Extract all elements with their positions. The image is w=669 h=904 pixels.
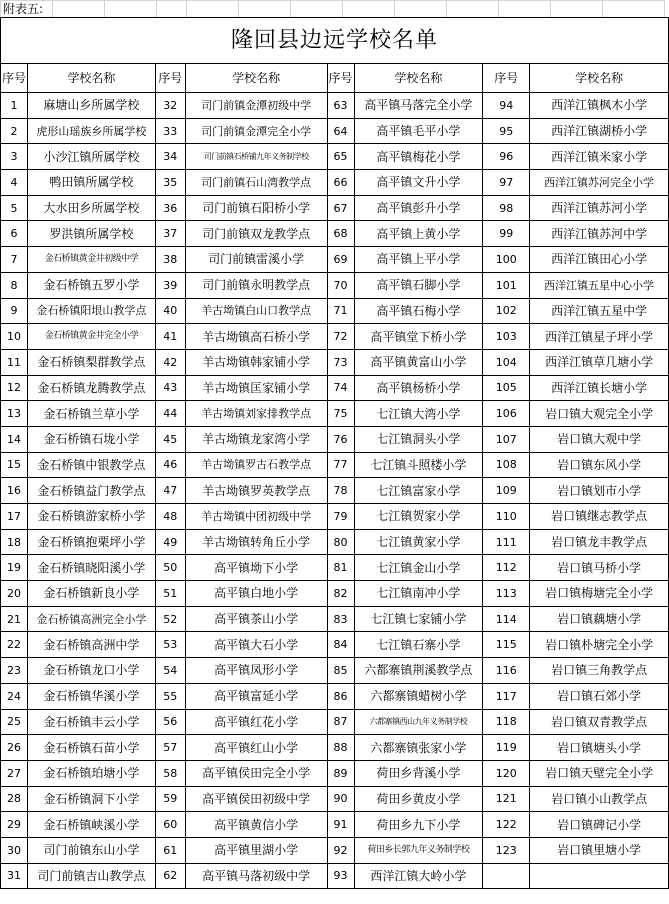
cell-seq-1[interactable]: 5 [1,195,28,221]
cell-seq-3[interactable]: 66 [327,170,354,196]
cell-seq-4[interactable]: 100 [483,247,530,273]
cell-seq-2[interactable]: 51 [155,581,185,607]
cell-school-1[interactable]: 金石桥镇华溪小学 [27,683,155,709]
table-row [1,298,669,324]
cell-seq-2[interactable]: 57 [155,735,185,761]
cell-school-4[interactable]: 岩口镇继志教学点 [530,504,669,530]
cell-seq-3[interactable]: 91 [327,812,354,838]
cell-seq-1[interactable]: 2 [1,118,28,144]
cell-seq-2[interactable]: 47 [155,478,185,504]
cell-school-1[interactable]: 金石桥镇峡溪小学 [27,812,155,838]
cell-seq-1[interactable]: 29 [1,812,28,838]
cell-seq-2[interactable]: 43 [155,375,185,401]
cell-school-2[interactable]: 羊古坳镇韩家铺小学 [185,349,327,375]
cell-school-2[interactable]: 高平镇侯田初级中学 [185,786,327,812]
cell-school-3[interactable]: 西洋江镇大岭小学 [354,863,483,889]
cell-seq-4[interactable]: 113 [483,581,530,607]
cell-seq-1[interactable]: 26 [1,735,28,761]
cell-seq-1[interactable]: 19 [1,555,28,581]
table-row [1,632,669,658]
cell-school-1[interactable]: 鸭田镇所属学校 [27,170,155,196]
cell-seq-1[interactable]: 15 [1,452,28,478]
cell-school-3[interactable]: 高平镇杨桥小学 [354,375,483,401]
cell-school-2[interactable]: 司门前镇石山湾教学点 [185,170,327,196]
cell-school-4[interactable]: 岩口镇天壁完全小学 [530,760,669,786]
table-row [1,118,669,144]
cell-school-1[interactable]: 金石桥镇石苗小学 [27,735,155,761]
cell-school-2[interactable]: 羊古坳镇龙家湾小学 [185,426,327,452]
cell-seq-1[interactable]: 31 [1,863,28,889]
cell-seq-2[interactable]: 38 [155,247,185,273]
col-header-school-4[interactable]: 学校名称 [530,64,669,93]
cell-school-1[interactable]: 大水田乡所属学校 [27,195,155,221]
cell-school-2[interactable]: 高平镇马落初级中学 [185,863,327,889]
cell-school-3[interactable]: 高平镇黄富山小学 [354,349,483,375]
school-table [0,17,669,889]
cell-seq-2[interactable]: 41 [155,324,185,350]
cell-school-2[interactable]: 羊古坳镇刘家排教学点 [185,401,327,427]
cell-seq-4[interactable]: 94 [483,93,530,119]
cell-seq-1[interactable]: 3 [1,144,28,170]
cell-seq-3[interactable]: 83 [327,606,354,632]
cell-school-3[interactable]: 七江镇富家小学 [354,478,483,504]
cell-seq-1[interactable]: 7 [1,247,28,273]
cell-school-1[interactable]: 金石桥镇黄金井初级中学 [27,247,155,273]
cell-school-2[interactable]: 司门前镇雷溪小学 [185,247,327,273]
cell-school-3[interactable]: 七江镇洞头小学 [354,426,483,452]
cell-school-4[interactable]: 岩口镇双青教学点 [530,709,669,735]
table-row [1,812,669,838]
cell-school-3[interactable]: 高平镇毛平小学 [354,118,483,144]
cell-seq-3[interactable]: 92 [327,837,354,863]
cell-school-3[interactable]: 六都寨镇张家小学 [354,735,483,761]
table-row [1,221,669,247]
cell-seq-1[interactable]: 8 [1,272,28,298]
cell-seq-4[interactable] [483,863,530,889]
cell-seq-3[interactable]: 79 [327,504,354,530]
cell-school-1[interactable]: 司门前镇吉山教学点 [27,863,155,889]
cell-seq-2[interactable]: 62 [155,863,185,889]
cell-school-4[interactable]: 岩口镇朴塘完全小学 [530,632,669,658]
cell-school-4[interactable]: 岩口镇三角教学点 [530,658,669,684]
cell-school-4[interactable]: 岩口镇马桥小学 [530,555,669,581]
cell-school-4[interactable]: 岩口镇东风小学 [530,452,669,478]
cell-seq-4[interactable]: 98 [483,195,530,221]
cell-school-2[interactable]: 高平镇红山小学 [185,735,327,761]
cell-school-2[interactable]: 司门前镇石桥铺九年义务制学校 [185,144,327,170]
cell-school-1[interactable]: 麻塘山乡所属学校 [27,93,155,119]
cell-seq-4[interactable]: 118 [483,709,530,735]
table-row [1,426,669,452]
cell-school-2[interactable]: 司门前镇双龙教学点 [185,221,327,247]
table-row [1,863,669,889]
cell-school-2[interactable]: 高平镇黄信小学 [185,812,327,838]
cell-seq-3[interactable]: 78 [327,478,354,504]
cell-seq-4[interactable]: 99 [483,221,530,247]
cell-school-4[interactable]: 西洋江镇苏河中学 [530,221,669,247]
cell-seq-3[interactable]: 88 [327,735,354,761]
cell-seq-1[interactable]: 13 [1,401,28,427]
cell-school-1[interactable]: 金石桥镇晓阳溪小学 [27,555,155,581]
cell-seq-2[interactable]: 34 [155,144,185,170]
cell-school-3[interactable]: 七江镇大湾小学 [354,401,483,427]
cell-school-2[interactable]: 羊古坳镇罗英教学点 [185,478,327,504]
cell-school-4[interactable]: 西洋江镇米家小学 [530,144,669,170]
cell-seq-2[interactable]: 61 [155,837,185,863]
page-title[interactable]: 隆回县边远学校名单 [1,18,669,64]
cell-seq-1[interactable]: 18 [1,529,28,555]
cell-seq-4[interactable]: 114 [483,606,530,632]
cell-school-1[interactable]: 金石桥镇高洲中学 [27,632,155,658]
cell-school-1[interactable]: 金石桥镇龙口小学 [27,658,155,684]
cell-school-2[interactable]: 羊古坳镇白山口教学点 [185,298,327,324]
table-row [1,837,669,863]
cell-seq-1[interactable]: 4 [1,170,28,196]
cell-school-2[interactable]: 司门前镇石阳桥小学 [185,195,327,221]
cell-school-2[interactable]: 司门前镇金潭完全小学 [185,118,327,144]
cell-school-1[interactable]: 金石桥镇兰草小学 [27,401,155,427]
cell-school-1[interactable]: 金石桥镇高洲完全小学 [27,606,155,632]
cell-school-1[interactable]: 金石桥镇游家桥小学 [27,504,155,530]
cell-seq-3[interactable]: 82 [327,581,354,607]
cell-seq-1[interactable]: 11 [1,349,28,375]
cell-seq-3[interactable]: 64 [327,118,354,144]
cell-school-4[interactable]: 西洋江镇苏河小学 [530,195,669,221]
table-row [1,709,669,735]
col-header-seq-1[interactable]: 序号 [1,64,28,93]
cell-school-3[interactable]: 高平镇石脚小学 [354,272,483,298]
cell-school-3[interactable]: 七江镇贺家小学 [354,504,483,530]
table-row [1,93,669,119]
cell-seq-3[interactable]: 68 [327,221,354,247]
cell-seq-4[interactable]: 97 [483,170,530,196]
cell-seq-4[interactable]: 117 [483,683,530,709]
cell-seq-2[interactable]: 58 [155,760,185,786]
cell-seq-3[interactable]: 74 [327,375,354,401]
cell-school-4[interactable]: 岩口镇梅塘完全小学 [530,581,669,607]
table-row [1,375,669,401]
cell-seq-2[interactable]: 52 [155,606,185,632]
cell-seq-4[interactable]: 104 [483,349,530,375]
table-row [1,786,669,812]
cell-school-4[interactable] [530,863,669,889]
cell-seq-1[interactable]: 24 [1,683,28,709]
cell-seq-3[interactable]: 80 [327,529,354,555]
cell-seq-2[interactable]: 44 [155,401,185,427]
cell-seq-2[interactable]: 32 [155,93,185,119]
cell-seq-1[interactable]: 1 [1,93,28,119]
table-row [1,683,669,709]
cell-school-4[interactable]: 岩口镇龙丰教学点 [530,529,669,555]
cell-seq-1[interactable]: 12 [1,375,28,401]
cell-seq-4[interactable]: 95 [483,118,530,144]
table-row [1,478,669,504]
cell-seq-3[interactable]: 65 [327,144,354,170]
cell-school-3[interactable]: 七江镇斗照楼小学 [354,452,483,478]
cell-seq-2[interactable]: 40 [155,298,185,324]
cell-seq-4[interactable]: 105 [483,375,530,401]
cell-school-3[interactable]: 七江镇南冲小学 [354,581,483,607]
cell-school-1[interactable]: 金石桥镇黄金井完全小学 [27,324,155,350]
cell-school-1[interactable]: 金石桥镇新良小学 [27,581,155,607]
cell-school-4[interactable]: 西洋江镇星子坪小学 [530,324,669,350]
cell-school-2[interactable]: 羊古坳镇中团初级中学 [185,504,327,530]
cell-seq-2[interactable]: 50 [155,555,185,581]
cell-seq-4[interactable]: 103 [483,324,530,350]
cell-school-1[interactable]: 金石桥镇石垅小学 [27,426,155,452]
cell-school-4[interactable]: 西洋江镇草几塘小学 [530,349,669,375]
cell-seq-2[interactable]: 46 [155,452,185,478]
cell-seq-4[interactable]: 116 [483,658,530,684]
cell-seq-3[interactable]: 70 [327,272,354,298]
cell-seq-1[interactable]: 22 [1,632,28,658]
col-header-school-3[interactable]: 学校名称 [354,64,483,93]
cell-school-4[interactable]: 西洋江镇五星中心小学 [530,272,669,298]
cell-seq-3[interactable]: 84 [327,632,354,658]
cell-school-1[interactable]: 小沙江镇所属学校 [27,144,155,170]
cell-school-4[interactable]: 岩口镇藕塘小学 [530,606,669,632]
cell-school-1[interactable]: 罗洪镇所属学校 [27,221,155,247]
cell-seq-2[interactable]: 36 [155,195,185,221]
cell-school-3[interactable]: 荷田乡长郭九年义务制学校 [354,837,483,863]
cell-seq-4[interactable]: 102 [483,298,530,324]
cell-school-4[interactable]: 西洋江镇湖桥小学 [530,118,669,144]
cell-school-3[interactable]: 七江镇金山小学 [354,555,483,581]
cell-school-3[interactable]: 高平镇石梅小学 [354,298,483,324]
cell-seq-1[interactable]: 30 [1,837,28,863]
cell-seq-2[interactable]: 55 [155,683,185,709]
cell-seq-4[interactable]: 106 [483,401,530,427]
cell-seq-1[interactable]: 17 [1,504,28,530]
cell-seq-2[interactable]: 49 [155,529,185,555]
cell-seq-2[interactable]: 60 [155,812,185,838]
cell-school-4[interactable]: 岩口镇里塘小学 [530,837,669,863]
cell-school-1[interactable]: 金石桥镇中银教学点 [27,452,155,478]
table-row [1,760,669,786]
cell-seq-3[interactable]: 67 [327,195,354,221]
cell-school-2[interactable]: 高平镇里湖小学 [185,837,327,863]
cell-school-2[interactable]: 羊古坳镇匡家铺小学 [185,375,327,401]
cell-school-4[interactable]: 岩口镇大观中学 [530,426,669,452]
table-row [1,529,669,555]
cell-school-3[interactable]: 六都寨镇西山九年义务制学校 [354,709,483,735]
cell-school-1[interactable]: 金石桥镇益门教学点 [27,478,155,504]
cell-seq-1[interactable]: 9 [1,298,28,324]
cell-school-1[interactable]: 金石桥镇洞下小学 [27,786,155,812]
cell-school-2[interactable]: 高平镇凤形小学 [185,658,327,684]
table-row [1,452,669,478]
cell-seq-4[interactable]: 108 [483,452,530,478]
cell-school-3[interactable]: 六都寨镇蜡树小学 [354,683,483,709]
cell-seq-3[interactable]: 72 [327,324,354,350]
cell-school-4[interactable]: 岩口镇碑记小学 [530,812,669,838]
col-header-seq-3[interactable]: 序号 [327,64,354,93]
cell-school-2[interactable]: 高平镇红花小学 [185,709,327,735]
cell-school-4[interactable]: 西洋江镇田心小学 [530,247,669,273]
cell-school-1[interactable]: 金石桥镇丰云小学 [27,709,155,735]
cell-seq-3[interactable]: 81 [327,555,354,581]
cell-school-2[interactable]: 高平镇富延小学 [185,683,327,709]
cell-school-2[interactable]: 高平镇茶山小学 [185,606,327,632]
table-row [1,324,669,350]
table-row [1,272,669,298]
cell-seq-3[interactable]: 77 [327,452,354,478]
cell-school-1[interactable]: 金石桥镇珀塘小学 [27,760,155,786]
cell-school-4[interactable]: 岩口镇划市小学 [530,478,669,504]
table-row [1,581,669,607]
col-header-seq-2[interactable]: 序号 [155,64,185,93]
cell-seq-2[interactable]: 35 [155,170,185,196]
cell-seq-3[interactable]: 90 [327,786,354,812]
cell-school-3[interactable]: 高平镇上平小学 [354,247,483,273]
cell-school-3[interactable]: 荷田乡九下小学 [354,812,483,838]
cell-seq-2[interactable]: 59 [155,786,185,812]
cell-school-4[interactable]: 西洋江镇苏河完全小学 [530,170,669,196]
cell-seq-1[interactable]: 6 [1,221,28,247]
cell-school-2[interactable]: 司门前镇金潭初级中学 [185,93,327,119]
cell-school-4[interactable]: 岩口镇石郊小学 [530,683,669,709]
cell-seq-4[interactable]: 107 [483,426,530,452]
cell-school-1[interactable]: 金石桥镇龙腾教学点 [27,375,155,401]
cell-seq-4[interactable]: 122 [483,812,530,838]
cell-school-2[interactable]: 羊古坳镇罗古石教学点 [185,452,327,478]
cell-seq-2[interactable]: 53 [155,632,185,658]
cell-seq-2[interactable]: 33 [155,118,185,144]
table-row [1,247,669,273]
cell-seq-4[interactable]: 112 [483,555,530,581]
cell-seq-4[interactable]: 110 [483,504,530,530]
cell-school-2[interactable]: 高平镇侯田完全小学 [185,760,327,786]
cell-school-4[interactable]: 岩口镇塘头小学 [530,735,669,761]
cell-seq-2[interactable]: 39 [155,272,185,298]
col-header-seq-4[interactable]: 序号 [483,64,530,93]
table-row [1,658,669,684]
cell-seq-4[interactable]: 96 [483,144,530,170]
cell-seq-1[interactable]: 23 [1,658,28,684]
table-row [1,504,669,530]
cell-school-3[interactable]: 高平镇堂下桥小学 [354,324,483,350]
cell-seq-3[interactable]: 69 [327,247,354,273]
table-row [1,401,669,427]
cell-school-2[interactable]: 羊古坳镇转角丘小学 [185,529,327,555]
cell-seq-3[interactable]: 89 [327,760,354,786]
cell-school-2[interactable]: 高平镇坳下小学 [185,555,327,581]
cell-seq-1[interactable]: 14 [1,426,28,452]
cell-seq-1[interactable]: 20 [1,581,28,607]
col-header-school-1[interactable]: 学校名称 [27,64,155,93]
cell-school-4[interactable]: 西洋江镇枫木小学 [530,93,669,119]
cell-school-1[interactable]: 虎形山瑶族乡所属学校 [27,118,155,144]
cell-school-2[interactable]: 羊古坳镇高石桥小学 [185,324,327,350]
cell-school-3[interactable]: 高平镇上黄小学 [354,221,483,247]
cell-seq-2[interactable]: 54 [155,658,185,684]
cell-seq-2[interactable]: 48 [155,504,185,530]
cell-seq-4[interactable]: 123 [483,837,530,863]
cell-seq-3[interactable]: 63 [327,93,354,119]
table-row [1,555,669,581]
cell-school-1[interactable]: 金石桥镇阳垠山教学点 [27,298,155,324]
cell-school-3[interactable]: 六都寨镇荆溪教学点 [354,658,483,684]
cell-school-3[interactable]: 荷田乡黄皮小学 [354,786,483,812]
cell-seq-1[interactable]: 28 [1,786,28,812]
header-row [1,64,669,93]
cell-seq-2[interactable]: 56 [155,709,185,735]
cell-seq-4[interactable]: 111 [483,529,530,555]
cell-seq-3[interactable]: 75 [327,401,354,427]
cell-school-3[interactable]: 高平镇马落完全小学 [354,93,483,119]
cell-school-2[interactable]: 高平镇大石小学 [185,632,327,658]
cell-school-4[interactable]: 岩口镇小山教学点 [530,786,669,812]
cell-seq-2[interactable]: 42 [155,349,185,375]
cell-seq-1[interactable]: 27 [1,760,28,786]
cell-school-4[interactable]: 西洋江镇五星中学 [530,298,669,324]
cell-seq-3[interactable]: 73 [327,349,354,375]
cell-seq-3[interactable]: 86 [327,683,354,709]
table-row [1,170,669,196]
cell-seq-3[interactable]: 71 [327,298,354,324]
cell-seq-4[interactable]: 119 [483,735,530,761]
table-row [1,606,669,632]
cell-seq-3[interactable]: 87 [327,709,354,735]
cell-seq-4[interactable]: 109 [483,478,530,504]
annex-row [0,0,665,18]
cell-seq-1[interactable]: 16 [1,478,28,504]
cell-school-2[interactable]: 司门前镇永明教学点 [185,272,327,298]
annex-label[interactable]: 附表五: [1,1,53,18]
cell-school-3[interactable]: 高平镇彭升小学 [354,195,483,221]
cell-seq-1[interactable]: 25 [1,709,28,735]
cell-school-4[interactable]: 西洋江镇长塘小学 [530,375,669,401]
cell-school-3[interactable]: 高平镇梅花小学 [354,144,483,170]
cell-school-1[interactable]: 金石桥镇五罗小学 [27,272,155,298]
cell-school-1[interactable]: 金石桥镇抱栗坪小学 [27,529,155,555]
cell-seq-2[interactable]: 37 [155,221,185,247]
cell-school-1[interactable]: 金石桥镇梨群教学点 [27,349,155,375]
cell-seq-2[interactable]: 45 [155,426,185,452]
cell-seq-3[interactable]: 76 [327,426,354,452]
cell-seq-1[interactable]: 10 [1,324,28,350]
table-row [1,195,669,221]
cell-school-1[interactable]: 司门前镇东山小学 [27,837,155,863]
cell-school-3[interactable]: 高平镇文升小学 [354,170,483,196]
cell-seq-4[interactable]: 120 [483,760,530,786]
cell-school-3[interactable]: 七江镇七家铺小学 [354,606,483,632]
cell-seq-4[interactable]: 115 [483,632,530,658]
cell-seq-3[interactable]: 85 [327,658,354,684]
table-row [1,144,669,170]
col-header-school-2[interactable]: 学校名称 [185,64,327,93]
cell-seq-4[interactable]: 101 [483,272,530,298]
table-row [1,349,669,375]
cell-school-3[interactable]: 七江镇黄家小学 [354,529,483,555]
cell-school-4[interactable]: 岩口镇大观完全小学 [530,401,669,427]
table-row [1,735,669,761]
cell-school-3[interactable]: 七江镇石寨小学 [354,632,483,658]
cell-seq-3[interactable]: 93 [327,863,354,889]
cell-school-2[interactable]: 高平镇白地小学 [185,581,327,607]
cell-seq-1[interactable]: 21 [1,606,28,632]
cell-school-3[interactable]: 荷田乡背溪小学 [354,760,483,786]
cell-seq-4[interactable]: 121 [483,786,530,812]
